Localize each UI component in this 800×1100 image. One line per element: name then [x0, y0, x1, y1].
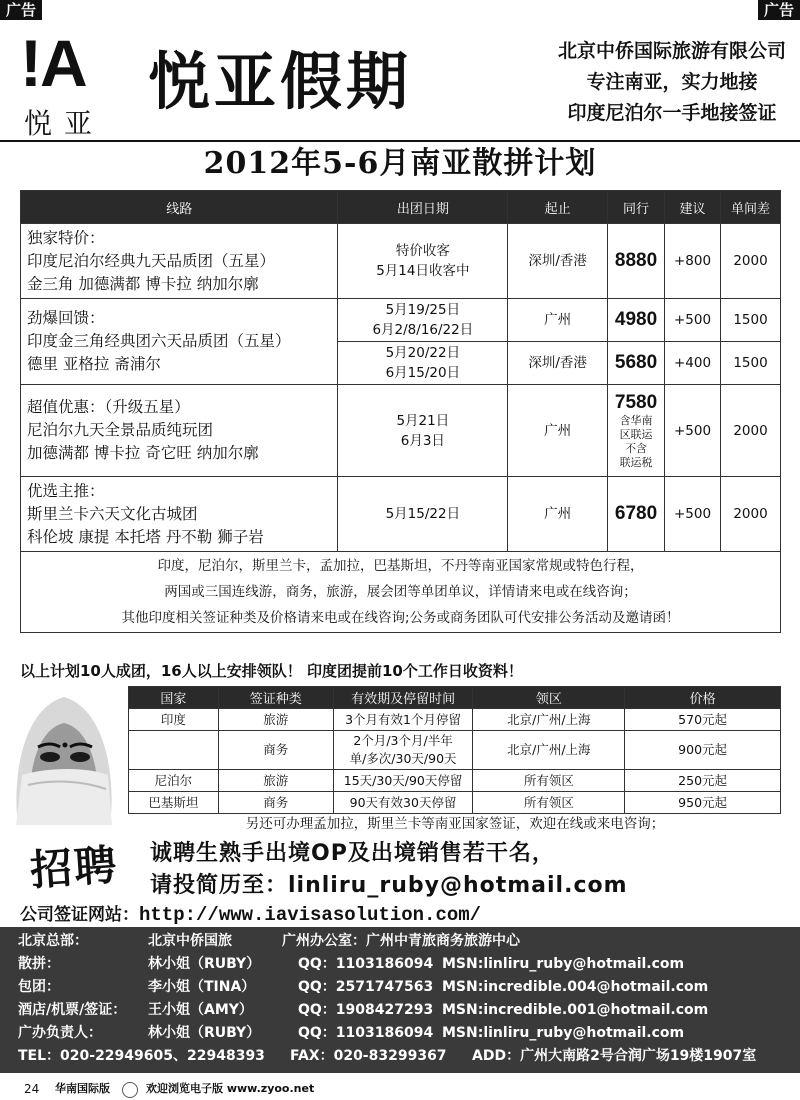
- contact-fax: FAX：020-83299367: [290, 1048, 447, 1064]
- suggest-cell: +500: [665, 385, 721, 477]
- notes-cell: [21, 552, 781, 633]
- ad-label-right: 广告: [758, 0, 800, 20]
- col-price: 同行: [608, 191, 665, 224]
- table-row: [21, 299, 781, 342]
- country-cell: 印度: [129, 709, 219, 731]
- route-name: 斯里兰卡六天文化古城团: [27, 504, 198, 523]
- contact-qq: QQ：1103186094: [298, 1025, 434, 1041]
- depart-cell: 广州: [508, 385, 608, 477]
- suggest-cell: +800: [665, 224, 721, 299]
- route-stops: 加德满都 博卡拉 奇它旺 纳加尔廓: [27, 444, 259, 462]
- contact-row: [0, 953, 800, 975]
- promo-text: 欢迎浏览电子版 www.zyoo.net: [146, 1082, 315, 1095]
- visa-price-cell: 950元起: [625, 792, 781, 814]
- page-footer: [0, 1078, 800, 1100]
- contact-address: ADD：广州大南路2号合润广场19楼1907室: [472, 1048, 757, 1064]
- type-cell: 商务: [218, 731, 333, 770]
- table-row: [21, 385, 781, 477]
- contact-role: 散拼：: [18, 956, 60, 972]
- price-note: 含华南: [619, 414, 653, 427]
- hq-name: 北京中侨国旅: [148, 933, 232, 949]
- visa-note: 另还可办理孟加拉，斯里兰卡等南亚国家签证，欢迎在线或来电咨询；: [245, 816, 665, 832]
- hq-label: 北京总部：: [18, 933, 88, 949]
- dates-cell: [338, 224, 508, 299]
- dates-cell: [338, 385, 508, 477]
- ad-label-left: 广告: [0, 0, 42, 20]
- price-value: 7580: [614, 391, 658, 413]
- col-dates: 出团日期: [338, 191, 508, 224]
- contact-row: [0, 976, 800, 998]
- contact-qq: QQ：1908427293: [298, 1002, 434, 1018]
- price-note: 区联运: [619, 428, 653, 441]
- country-cell: [129, 731, 219, 770]
- type-cell: 旅游: [218, 709, 333, 731]
- depart-cell: 广州: [508, 299, 608, 342]
- table-row: [21, 224, 781, 299]
- suggest-cell: +400: [665, 342, 721, 385]
- depart-cell: 深圳/香港: [508, 342, 608, 385]
- visa-website: [20, 900, 481, 926]
- country-cell: 巴基斯坦: [129, 792, 219, 814]
- visa-header-row: [129, 687, 781, 709]
- date-line: 6月3日: [400, 432, 445, 449]
- col-visa-type: 签证种类: [218, 687, 333, 709]
- contact-msn: MSN:linliru_ruby@hotmail.com: [442, 956, 685, 972]
- site-url[interactable]: http://www.iavisasolution.com/: [139, 904, 482, 926]
- contact-role: 广办负责人：: [18, 1025, 102, 1041]
- note-line: 其他印度相关签证种类及价格请来电或在线咨询;公务或商务团队可代安排公务活动及邀请函！: [121, 610, 680, 626]
- col-route: 线路: [21, 191, 338, 224]
- single-cell: 2000: [721, 477, 781, 552]
- depart-cell: 深圳/香港: [508, 224, 608, 299]
- dates-cell: [338, 299, 508, 342]
- route-cell: [21, 477, 338, 552]
- route-stops: 德里 亚格拉 斋浦尔: [27, 355, 161, 373]
- validity-line: 单/多次/30天/90天: [349, 751, 457, 766]
- contact-tel: TEL：020-22949605、22948393: [18, 1048, 265, 1064]
- route-tag: 超值优惠：（升级五星）: [27, 398, 190, 416]
- company-slogan: 专注南亚，实力地接: [586, 71, 758, 93]
- depart-cell: 广州: [508, 477, 608, 552]
- date-line: 5月14日收客中: [376, 263, 470, 279]
- contact-msn: MSN:incredible.001@hotmail.com: [442, 1002, 709, 1018]
- route-cell: [21, 224, 338, 299]
- single-cell: 1500: [721, 342, 781, 385]
- validity-cell: [333, 731, 473, 770]
- contact-person: 林小姐（RUBY）: [148, 1025, 261, 1041]
- tour-header-row: [21, 191, 781, 224]
- validity-cell: 3个月有效1个月停留: [333, 709, 473, 731]
- suggest-cell: +500: [665, 477, 721, 552]
- contact-msn: MSN:incredible.004@hotmail.com: [442, 979, 709, 995]
- dates-cell: 5月15/22日: [338, 477, 508, 552]
- gz-office: 广州办公室：广州中青旅商务旅游中心: [282, 933, 520, 949]
- district-cell: 所有领区: [473, 770, 625, 792]
- validity-line: 2个月/3个月/半年: [353, 733, 453, 748]
- country-cell: 尼泊尔: [129, 770, 219, 792]
- table-row: [129, 731, 781, 770]
- visa-price-cell: 900元起: [625, 731, 781, 770]
- brand-title: 悦亚假期: [148, 45, 413, 118]
- recruit-text: [150, 838, 628, 902]
- table-row: [129, 770, 781, 792]
- col-suggest: 建议: [665, 191, 721, 224]
- contact-qq: QQ：1103186094: [298, 956, 434, 972]
- date-line: 特价收客: [395, 243, 450, 259]
- price-cell: 6780: [608, 477, 665, 552]
- price-cell: [608, 385, 665, 477]
- col-depart: 起止: [508, 191, 608, 224]
- table-row: [129, 792, 781, 814]
- contact-footer-row: [0, 1045, 800, 1067]
- ad-header: [0, 22, 800, 142]
- col-district: 领区: [473, 687, 625, 709]
- team-notice: 以上计划10人成团，16人以上安排领队！ 印度团提前10个工作日收资料！: [20, 662, 523, 680]
- route-stops: 科伦坡 康提 本托塔 丹不勒 狮子岩: [27, 527, 264, 546]
- visa-price-cell: 570元起: [625, 709, 781, 731]
- price-note: 不含: [625, 442, 648, 455]
- col-country: 国家: [129, 687, 219, 709]
- single-cell: 2000: [721, 385, 781, 477]
- logo-text: 悦亚: [24, 107, 105, 140]
- company-name: 北京中侨国际旅游有限公司: [557, 40, 786, 62]
- contact-person: 林小姐（RUBY）: [148, 956, 261, 972]
- price-cell: 4980: [608, 299, 665, 342]
- contact-row: [0, 999, 800, 1021]
- magazine-name: 华南国际版: [55, 1082, 110, 1095]
- contact-qq: QQ：2571747563: [298, 979, 434, 995]
- route-tag: 独家特价：: [27, 228, 105, 247]
- logo-mark: !A: [20, 26, 86, 100]
- page-number: 24: [24, 1082, 40, 1096]
- company-service: 印度尼泊尔一手地接签证: [567, 102, 777, 124]
- dates-cell: [338, 342, 508, 385]
- recruit-label: 招聘: [28, 839, 120, 896]
- price-cell: 5680: [608, 342, 665, 385]
- contact-person: 李小姐（TINA）: [148, 979, 256, 995]
- suggest-cell: +500: [665, 299, 721, 342]
- visa-price-cell: 250元起: [625, 770, 781, 792]
- route-cell: [21, 385, 338, 477]
- validity-cell: 90天有效30天停留: [333, 792, 473, 814]
- route-name: 印度尼泊尔经典九天品质团（五星）: [27, 251, 276, 270]
- date-line: 5月20/22日: [385, 345, 461, 361]
- type-cell: 旅游: [218, 770, 333, 792]
- date-line: 6月2/8/16/22日: [372, 322, 474, 338]
- district-cell: 北京/广州/上海: [473, 709, 625, 731]
- validity-cell: 15天/30天/90天停留: [333, 770, 473, 792]
- contact-msn: MSN:linliru_ruby@hotmail.com: [442, 1025, 685, 1041]
- date-line: 6月15/20日: [385, 365, 461, 381]
- recruit-line: 诚聘生熟手出境OP及出境销售若干名，: [150, 841, 555, 866]
- note-line: 两国或三国连线游，商务，旅游，展会团等单团单议，详情请来电或在线咨询；: [164, 584, 637, 600]
- date-line: 5月19/25日: [385, 302, 461, 318]
- col-validity: 有效期及停留时间: [333, 687, 473, 709]
- recruit-email: 请投简历至：linliru_ruby@hotmail.com: [150, 873, 628, 898]
- date-line: 5月21日: [396, 412, 450, 429]
- type-cell: 商务: [218, 792, 333, 814]
- route-tag: 优选主推：: [27, 481, 105, 500]
- visa-table: [128, 686, 781, 814]
- contact-person: 王小姐（AMY）: [148, 1002, 253, 1018]
- route-name: 尼泊尔九天全景品质纯玩团: [27, 421, 214, 439]
- site-label: 公司签证网站：: [20, 905, 139, 925]
- table-row: [129, 709, 781, 731]
- notes-row: [21, 552, 781, 633]
- model-photo: [8, 689, 120, 825]
- district-cell: 北京/广州/上海: [473, 731, 625, 770]
- table-row: [21, 477, 781, 552]
- note-line: 印度，尼泊尔，斯里兰卡，孟加拉，巴基斯坦，不丹等南亚国家常规或特色行程，: [157, 558, 644, 574]
- route-stops: 金三角 加德满都 博卡拉 纳加尔廓: [27, 274, 259, 293]
- route-cell: [21, 299, 338, 385]
- magazine-logo-icon: [122, 1082, 138, 1098]
- col-visa-price: 价格: [625, 687, 781, 709]
- district-cell: 所有领区: [473, 792, 625, 814]
- price-cell: 8880: [608, 224, 665, 299]
- single-cell: 1500: [721, 299, 781, 342]
- col-single: 单间差: [721, 191, 781, 224]
- contact-header-row: [0, 930, 800, 952]
- contact-panel: [0, 927, 800, 1073]
- contact-row: [0, 1022, 800, 1044]
- tour-table: [20, 190, 781, 633]
- contact-role: 包团：: [18, 979, 60, 995]
- plan-title: 2012年5-6月南亚散拼计划: [203, 146, 597, 181]
- route-tag: 劲爆回馈：: [27, 309, 105, 327]
- price-note: 联运税: [619, 456, 653, 469]
- contact-role: 酒店/机票/签证：: [18, 1002, 127, 1018]
- single-cell: 2000: [721, 224, 781, 299]
- route-name: 印度金三角经典团六天品质团（五星）: [27, 332, 291, 350]
- company-info: [558, 36, 786, 129]
